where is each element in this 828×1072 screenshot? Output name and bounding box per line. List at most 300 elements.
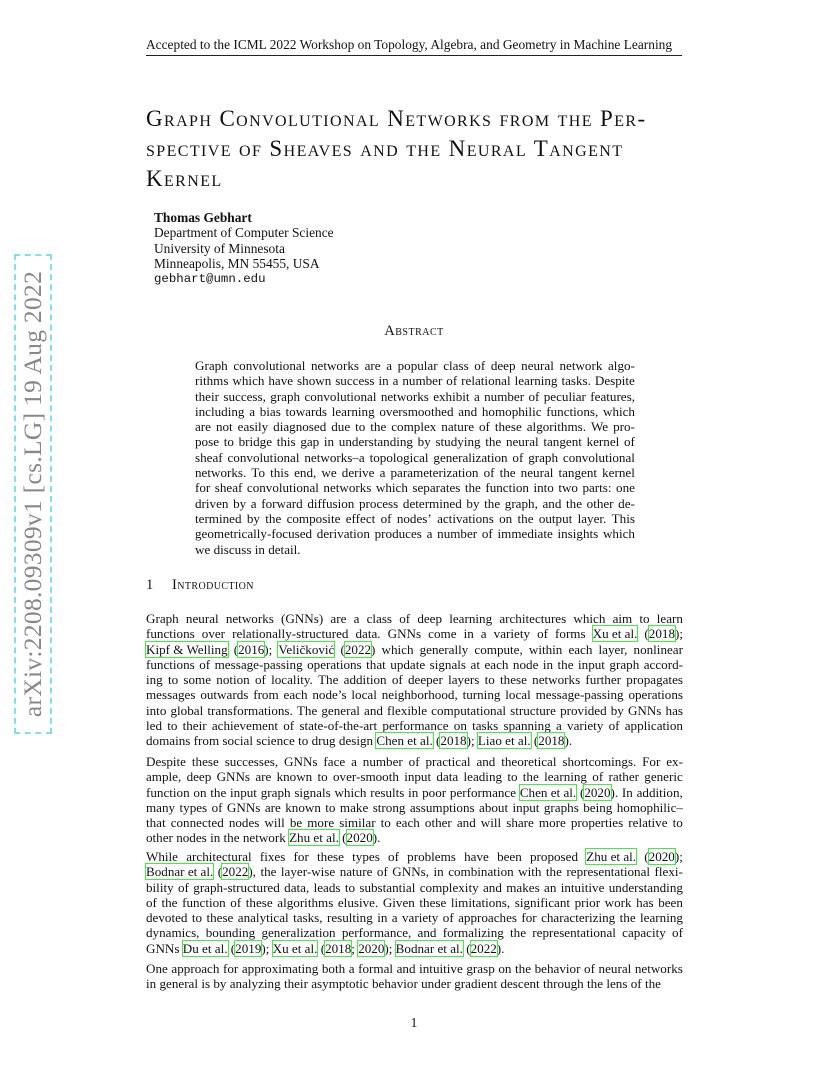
word: types — [179, 799, 208, 815]
word: with — [518, 864, 542, 880]
word: rithms — [195, 373, 229, 389]
word: approaches — [458, 910, 517, 926]
word: application — [624, 718, 683, 734]
word: homophilic– — [616, 799, 683, 815]
word: some — [183, 672, 212, 688]
word: strong — [372, 799, 406, 815]
word: the — [517, 510, 534, 526]
word: diagnosed — [273, 419, 327, 435]
word: (2018; — [320, 940, 355, 956]
word: learning — [331, 403, 375, 419]
word: graph — [270, 388, 301, 404]
word: computational — [431, 702, 507, 718]
word: (2022). — [466, 940, 505, 956]
word: learning — [514, 373, 558, 389]
word: these — [191, 754, 219, 769]
word: a — [379, 465, 386, 481]
word: of — [391, 672, 403, 688]
word: successes, — [224, 754, 279, 769]
word: graph-structured — [193, 879, 280, 895]
word: other — [146, 830, 173, 846]
word: sheaf — [195, 449, 223, 465]
word: the — [370, 419, 387, 435]
word: a — [426, 526, 433, 542]
word: termined — [195, 510, 242, 526]
word: over-smooth — [332, 769, 399, 785]
word: significant — [514, 894, 571, 910]
citation-link[interactable]: 2020 — [584, 784, 611, 800]
word: message-passing — [214, 656, 303, 672]
word: to — [380, 815, 391, 831]
word: and — [482, 879, 502, 895]
citation-link[interactable]: 2022 — [344, 641, 372, 657]
word: including — [195, 403, 245, 419]
word: messages — [146, 687, 196, 703]
word: This — [611, 510, 635, 526]
word: limitations, — [450, 894, 511, 910]
word — [396, 941, 463, 956]
word: elusive. — [337, 894, 379, 910]
word: to — [167, 672, 179, 688]
citation-link[interactable]: Kipf & Welling — [146, 641, 228, 657]
word: GNNs — [226, 799, 261, 815]
word: of — [481, 526, 493, 542]
word: variety — [567, 718, 604, 734]
word: notion — [216, 672, 250, 688]
word: convolutional — [304, 388, 377, 404]
word: addition — [343, 672, 387, 688]
word: function — [146, 784, 190, 800]
word: the — [510, 925, 527, 941]
word: which — [232, 373, 265, 389]
word: on — [498, 961, 512, 976]
word: a — [473, 388, 480, 404]
author-department: Department of Computer Science — [154, 225, 334, 241]
word: bridge — [238, 434, 273, 450]
word: complex — [391, 419, 437, 435]
citation-link[interactable]: 2018 — [440, 733, 467, 749]
word: on — [453, 718, 467, 734]
word: node’s — [312, 687, 347, 703]
word: algo- — [608, 358, 635, 373]
word: two — [558, 480, 578, 496]
word: functions — [146, 656, 195, 672]
word: the — [619, 910, 636, 926]
word: spanning — [503, 718, 551, 734]
word: more — [307, 815, 335, 831]
text-line — [195, 389, 635, 404]
word: design — [338, 733, 374, 749]
word: of — [592, 769, 604, 785]
word: operations — [628, 687, 683, 703]
word: to — [167, 718, 178, 734]
citation-link[interactable]: Xu et al. — [592, 626, 638, 642]
word: these — [494, 419, 522, 435]
word: of — [608, 718, 620, 734]
paragraph — [146, 754, 683, 846]
word: end, — [294, 465, 317, 481]
word: graphs — [543, 799, 579, 815]
word: relative — [628, 815, 668, 831]
word: convolutional — [227, 449, 300, 465]
citation-link[interactable]: 2020 — [648, 849, 675, 864]
word: parameterization — [390, 465, 479, 481]
word: popular — [397, 358, 438, 373]
citation-link[interactable]: 2022 — [222, 864, 249, 880]
word: To — [251, 465, 266, 481]
word: and — [417, 925, 437, 941]
word: not — [215, 419, 233, 435]
author-address: Minneapolis, MN 55455, USA — [154, 256, 320, 272]
word: by — [610, 702, 624, 718]
word: GNNs — [146, 940, 180, 956]
word: in — [146, 976, 157, 992]
word: into — [533, 480, 554, 496]
word: pro- — [613, 419, 635, 435]
word: networks — [634, 961, 683, 976]
word: into — [146, 702, 167, 718]
word — [273, 941, 318, 956]
word: descent — [500, 976, 540, 992]
word: of — [199, 656, 211, 672]
word: a — [249, 403, 255, 419]
word: Despite — [594, 373, 635, 389]
word: prior — [574, 894, 601, 910]
word: in — [254, 541, 265, 557]
word: nature — [441, 419, 475, 435]
word: from — [253, 687, 279, 703]
word: assumptions — [409, 799, 475, 815]
word: Given — [382, 894, 415, 910]
running-header: Accepted to the ICML 2022 Workshop on Topology, Algebra, and Geometry in Machine Learning — [146, 36, 682, 56]
citation-link[interactable]: 2020 — [346, 830, 373, 846]
arxiv-identifier[interactable]: arXiv:2208.09309v1 [cs.LG] 19 Aug 2022 — [18, 270, 47, 718]
word: networks–a — [304, 449, 365, 465]
word: come — [428, 626, 457, 642]
word: addition, — [636, 784, 683, 800]
word: input — [578, 656, 605, 672]
word: dynamics, — [146, 925, 200, 941]
word: of — [399, 611, 411, 626]
word: provided — [560, 702, 607, 718]
word: from — [193, 733, 220, 749]
word: input — [404, 769, 432, 785]
text-line — [146, 830, 683, 845]
abstract-heading: Abstract — [384, 323, 444, 339]
citation-link[interactable]: Zhu et al. — [289, 830, 339, 846]
word: derivation — [316, 526, 370, 542]
word: leads — [313, 879, 341, 895]
text-line — [195, 480, 635, 495]
word: within — [528, 641, 563, 657]
word: of — [283, 718, 295, 734]
word: properties — [570, 815, 624, 831]
author-block — [154, 210, 334, 287]
word: nodes — [176, 830, 207, 846]
citation-link[interactable]: 2019 — [235, 940, 262, 956]
word: makes — [506, 879, 540, 895]
word: the — [265, 510, 282, 526]
word: For — [642, 754, 661, 769]
citation-link[interactable]: 2016 — [238, 641, 265, 657]
word: determined — [402, 495, 462, 511]
text-line — [195, 419, 635, 434]
word: formal — [358, 961, 394, 976]
word: are — [195, 419, 211, 435]
word: an — [544, 879, 557, 895]
text-line — [195, 450, 635, 465]
word: general — [321, 702, 360, 718]
author-email[interactable]: gebhart@umn.edu — [154, 271, 266, 286]
word: of — [146, 894, 157, 910]
citation-link[interactable]: Chen et al. — [376, 733, 433, 749]
word: to — [317, 769, 328, 785]
citation-link[interactable]: 2018 — [538, 733, 565, 749]
word: make — [339, 799, 369, 815]
word: GNNs — [387, 626, 422, 642]
text-line — [146, 703, 683, 718]
word: variety — [493, 626, 531, 642]
word: composite — [286, 510, 341, 526]
word: types — [352, 849, 380, 864]
word: are — [255, 769, 272, 785]
word — [593, 626, 638, 641]
word: drug — [311, 733, 336, 749]
word: of — [537, 626, 548, 642]
word: of — [584, 961, 595, 976]
word: function — [485, 480, 529, 496]
word: similar — [339, 815, 376, 831]
word: understanding — [338, 434, 413, 450]
word: gradient — [454, 976, 498, 992]
word: deep — [417, 611, 443, 626]
word: general — [159, 976, 199, 992]
word: graph — [260, 784, 291, 800]
word: be — [289, 815, 303, 831]
word: derive — [341, 465, 375, 481]
text-line — [195, 373, 635, 388]
word: sheaf — [214, 480, 243, 496]
word: to — [639, 611, 650, 626]
word: to — [344, 879, 356, 895]
word: practical — [425, 754, 471, 769]
word: convolutional — [233, 358, 306, 373]
word: their — [195, 388, 219, 404]
word: of — [380, 510, 392, 526]
word: detail. — [268, 541, 301, 557]
word: exhibit — [433, 388, 470, 404]
text-line — [146, 976, 683, 991]
paper-title — [146, 104, 706, 194]
word: proposed — [530, 849, 579, 864]
citation-link[interactable]: Xu et al. — [272, 940, 318, 956]
word: relational — [461, 373, 511, 389]
word: de- — [618, 495, 635, 511]
word: Graph — [146, 611, 179, 626]
word: (GNNs) — [281, 611, 324, 626]
word: networks — [532, 672, 581, 688]
word: their — [182, 718, 207, 734]
word: due — [331, 419, 351, 435]
word: analyzing — [229, 976, 281, 992]
word: deep — [186, 769, 212, 785]
author-university: University of Minnesota — [154, 240, 285, 256]
word: number — [362, 754, 403, 769]
text-line — [195, 358, 635, 373]
word: which — [375, 480, 408, 496]
word: a — [555, 718, 562, 734]
word: on — [499, 510, 513, 526]
word: graph, — [504, 495, 538, 511]
word: of — [254, 672, 266, 688]
word: One — [146, 961, 168, 976]
word: Graph — [195, 358, 228, 373]
word: which — [573, 611, 606, 626]
word: input — [512, 799, 540, 815]
word: shown — [297, 373, 332, 389]
word: ample, — [146, 769, 182, 785]
word: features, — [590, 388, 635, 404]
citation-link[interactable]: Bodnar et al. — [146, 864, 214, 880]
word: to — [507, 769, 518, 785]
word: layers — [448, 672, 480, 688]
citation-link[interactable]: Chen et al. — [519, 784, 577, 800]
word — [478, 733, 531, 748]
word: in — [323, 434, 335, 450]
word: tangent — [543, 434, 582, 450]
word: these — [317, 849, 344, 864]
word: both — [321, 961, 346, 976]
word: diffusion — [307, 495, 355, 511]
citation-link[interactable]: 2018 — [325, 940, 352, 956]
word: global — [170, 702, 204, 718]
word: success — [335, 373, 375, 389]
word: local — [505, 687, 531, 703]
word: operations — [307, 656, 362, 672]
word: tasks. — [561, 373, 591, 389]
text-line — [195, 511, 635, 526]
word: kernel — [602, 465, 635, 481]
citation-link[interactable]: Liao et al. — [477, 733, 531, 749]
citation-link[interactable]: Bodnar et al. — [395, 940, 463, 956]
text-line — [146, 718, 683, 733]
word: we — [321, 465, 337, 481]
word: poor — [422, 784, 447, 800]
word: are — [264, 799, 281, 815]
word: nodes — [228, 815, 260, 831]
text-line — [195, 542, 635, 557]
text-line — [146, 800, 683, 815]
word: tangent — [558, 465, 598, 481]
word: learning — [449, 611, 493, 626]
word: devoted — [146, 910, 188, 926]
word: deep — [490, 358, 516, 373]
word: GNNs, — [392, 864, 430, 880]
word: has — [665, 702, 683, 718]
text-line — [146, 626, 683, 641]
word: GNNs — [627, 702, 662, 718]
word: performance — [449, 784, 517, 800]
word: combination — [448, 864, 514, 880]
word: pose — [195, 434, 220, 450]
word: lens — [606, 976, 628, 992]
word: propagates — [626, 672, 683, 688]
citation-link[interactable]: Veličković — [278, 641, 335, 657]
word: the — [566, 495, 583, 511]
word: generally — [419, 641, 469, 657]
citation-link[interactable]: Zhu et al. — [586, 849, 637, 864]
citation-link[interactable]: 2020 — [358, 940, 385, 956]
text-line — [146, 961, 683, 976]
word: number — [402, 373, 443, 389]
word: input — [230, 784, 257, 800]
word: flexi- — [654, 864, 683, 880]
word: has — [636, 894, 654, 910]
text-line — [195, 496, 635, 511]
word: in — [408, 784, 419, 800]
word: success, — [223, 388, 266, 404]
word: of — [672, 925, 683, 941]
word: of — [528, 388, 540, 404]
word: the — [522, 769, 539, 785]
word: and — [396, 961, 416, 976]
word: bounding — [205, 925, 256, 941]
word: are — [330, 611, 347, 626]
word: flexible — [387, 702, 428, 718]
word: structure — [510, 702, 556, 718]
word: produces — [374, 526, 422, 542]
word: of — [623, 434, 635, 450]
word: under — [421, 976, 451, 992]
word: at — [470, 656, 480, 672]
text-line — [146, 925, 683, 940]
word: other — [424, 815, 452, 831]
word — [146, 864, 213, 879]
word: bias — [259, 403, 281, 419]
text-line — [146, 880, 683, 895]
word: science — [256, 733, 295, 749]
word: of — [442, 910, 454, 926]
word: the — [260, 864, 277, 880]
word: in — [542, 656, 554, 672]
citation-link[interactable]: 2018 — [648, 626, 675, 642]
word: and — [458, 403, 478, 419]
citation-link[interactable]: 2022 — [470, 940, 497, 956]
word: architectures — [499, 611, 567, 626]
word: functions — [146, 626, 195, 642]
word: variety — [402, 910, 439, 926]
word: Despite — [146, 754, 186, 769]
word: peculiar — [543, 388, 586, 404]
word: studying — [435, 434, 481, 450]
word: to — [223, 434, 234, 450]
word: data, — [284, 879, 310, 895]
citation-link[interactable]: Du et al. — [182, 940, 228, 956]
word: the — [499, 465, 516, 481]
word: class — [366, 611, 393, 626]
word: these — [245, 894, 273, 910]
word: signals — [429, 656, 467, 672]
word: in — [210, 830, 221, 846]
word: that — [146, 815, 166, 831]
word: which — [381, 641, 414, 657]
word: GNNs — [216, 769, 251, 785]
word: to — [298, 733, 309, 749]
word: is — [201, 976, 211, 992]
word: easily — [237, 419, 269, 435]
word: transformations. — [207, 702, 293, 718]
word: which — [602, 526, 635, 542]
